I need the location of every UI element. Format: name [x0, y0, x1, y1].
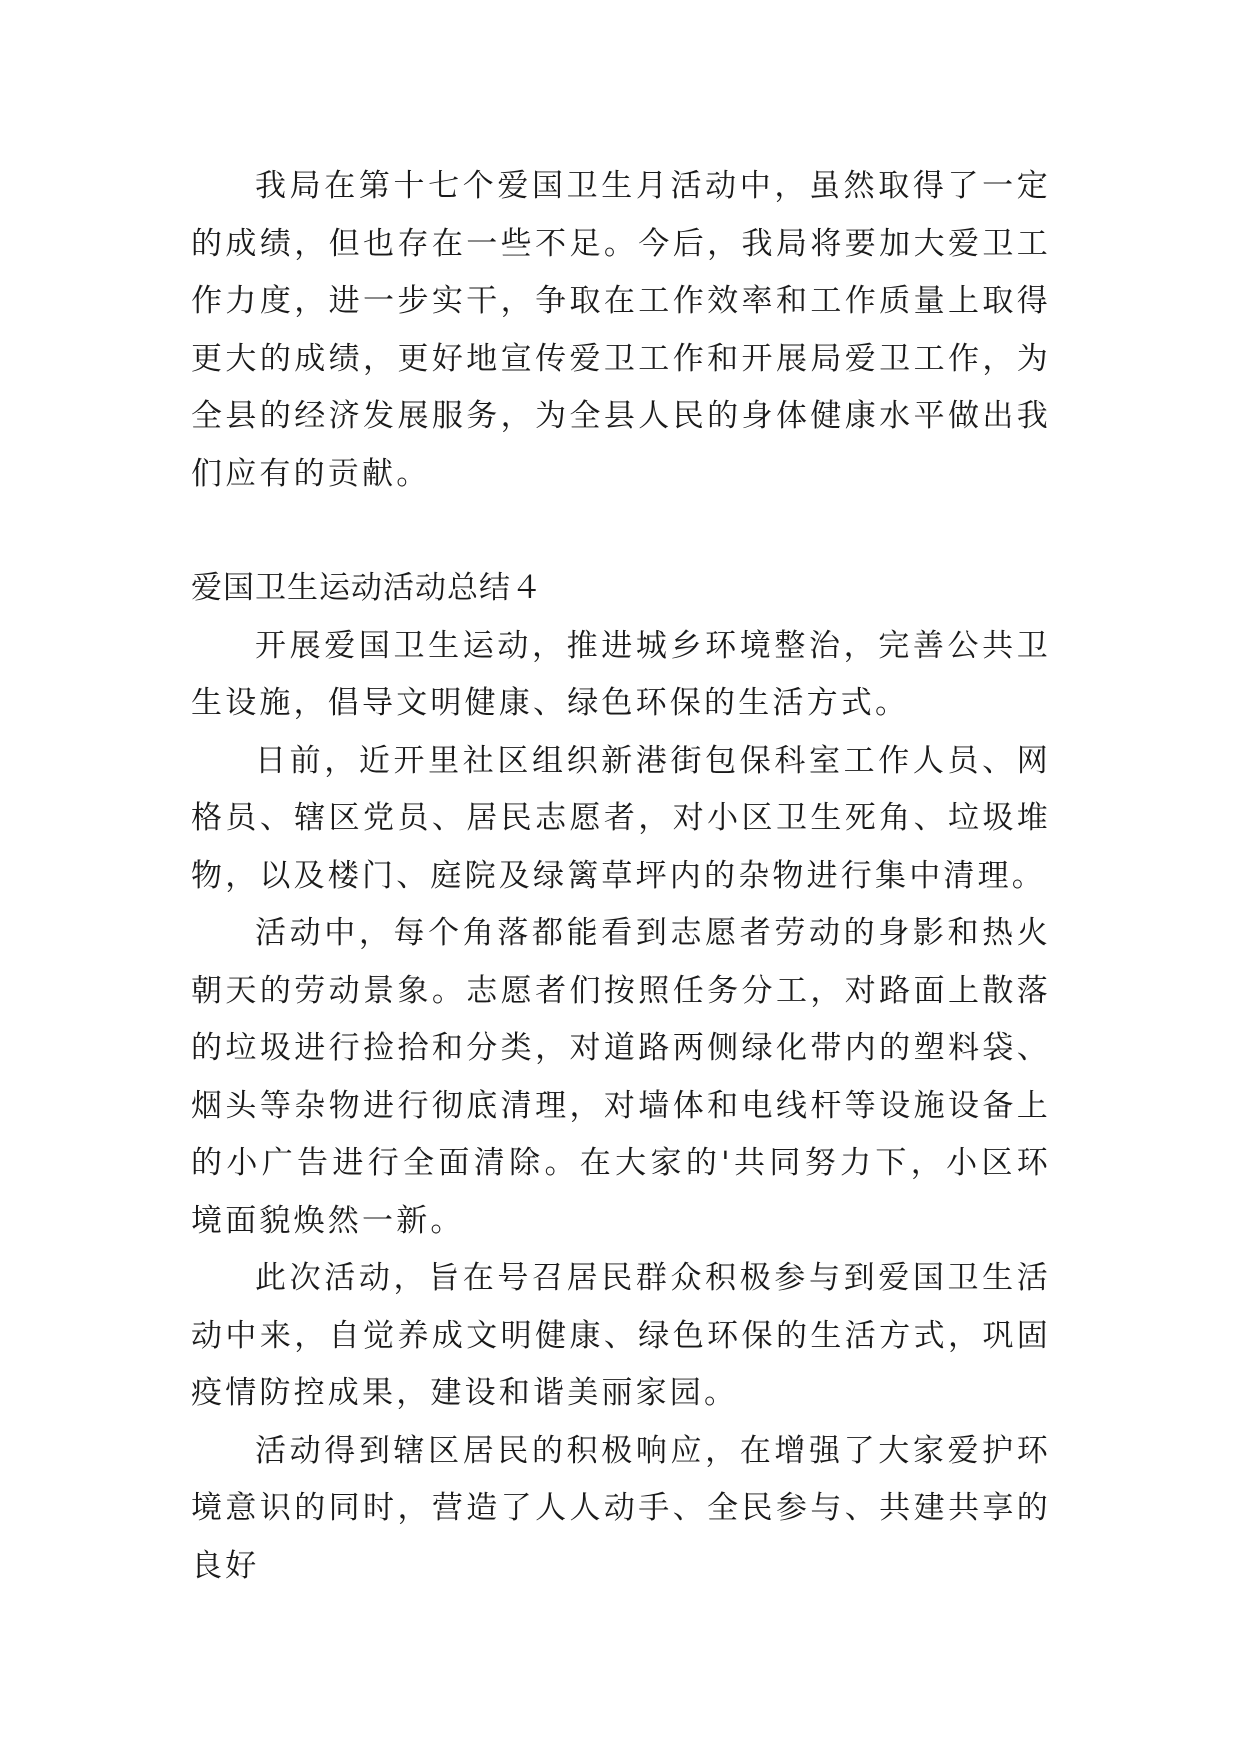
paragraph-purpose: 此次活动，旨在号召居民群众积极参与到爱国卫生活动中来，自觉养成文明健康、绿色环保的生活方式，巩固疫情防控成果，建设和谐美丽家园。 — [191, 1260, 1051, 1411]
document-body — [191, 158, 1051, 1595]
paragraph-intro: 开展爱国卫生运动，推进城乡环境整治，完善公共卫生设施，倡导文明健康、绿色环保的生活方式。 — [191, 627, 1051, 721]
paragraph-conclusion: 我局在第十七个爱国卫生月活动中，虽然取得了一定的成绩，但也存在一些不足。今后，我局将要加大爱卫工作力度，进一步实干，争取在工作效率和工作质量上取得更大的成绩，更好地宣传爱卫工作和开展局爱卫工作，为全县的经济发展服务，为全县人民的身体健康水平做出我们应有的贡献。 — [191, 168, 1051, 492]
section-heading: 爱国卫生运动活动总结４ — [191, 570, 543, 606]
paragraph-activity: 活动中，每个角落都能看到志愿者劳动的身影和热火朝天的劳动景象。志愿者们按照任务分工，对路面上散落的垃圾进行捡拾和分类，对道路两侧绿化带内的塑料袋、烟头等杂物进行彻底清理，对墙体和电线杆等设施设备上的小广告进行全面清除。在大家的'共同努力下，小区环境面貌焕然一新。 — [191, 915, 1051, 1239]
paragraph-response: 活动得到辖区居民的积极响应，在增强了大家爱护环境意识的同时，营造了人人动手、全民参与、共建共享的良好 — [191, 1432, 1051, 1584]
paragraph-cleanup: 日前，近开里社区组织新港街包保科室工作人员、网格员、辖区党员、居民志愿者，对小区卫生死角、垃圾堆物，以及楼门、庭院及绿篱草坪内的杂物进行集中清理。 — [191, 742, 1051, 894]
